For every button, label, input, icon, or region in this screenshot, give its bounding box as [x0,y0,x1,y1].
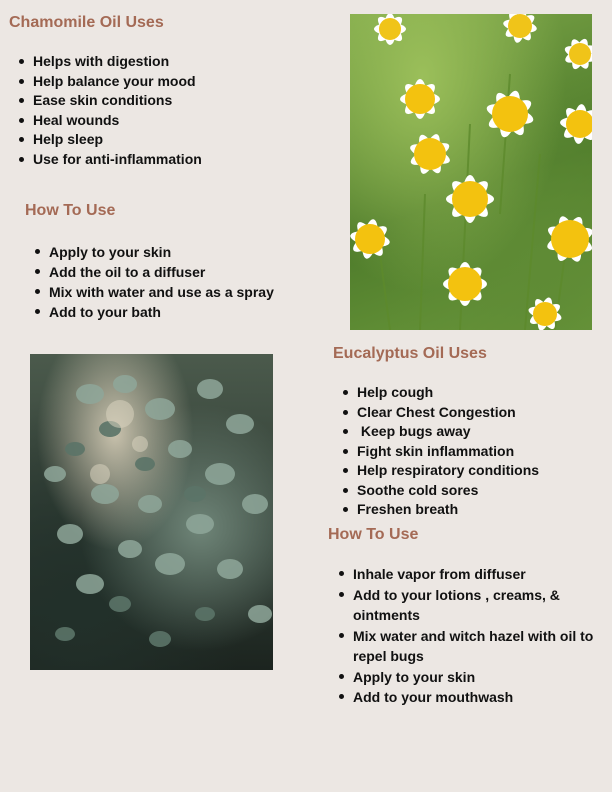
list-item: Help cough [341,383,539,403]
eucalyptus-leaves-illustration [30,354,273,670]
chamomile-how-to-list [33,242,274,322]
list-item: Helps with digestion [17,52,202,72]
list-item: Keep bugs away [341,422,539,442]
list-item: Add to your lotions , creams, & ointments [337,585,599,626]
list-item: Add to your mouthwash [337,687,599,708]
chamomile-flowers-image [350,14,592,330]
chamomile-flowers-illustration [350,14,592,330]
list-item: Inhale vapor from diffuser [337,564,599,585]
chamomile-title: Chamomile Oil Uses [9,14,164,31]
list-item: Mix with water and use as a spray [33,282,274,302]
list-item: Heal wounds [17,111,202,131]
list-item: Apply to your skin [337,667,599,688]
eucalyptus-title: Eucalyptus Oil Uses [333,345,487,362]
eucalyptus-how-to-list [337,564,599,708]
list-item: Apply to your skin [33,242,274,262]
chamomile-uses-list [17,52,202,169]
list-item: Clear Chest Congestion [341,403,539,423]
list-item: Help respiratory conditions [341,461,539,481]
eucalyptus-uses-list [341,383,539,520]
list-item: Fight skin inflammation [341,442,539,462]
list-item: Add to your bath [33,302,274,322]
list-item: Add the oil to a diffuser [33,262,274,282]
list-item: Mix water and witch hazel with oil to repel bugs [337,626,599,667]
eucalyptus-how-to-title: How To Use [328,526,419,543]
eucalyptus-leaves-image [30,354,273,670]
list-item: Help sleep [17,130,202,150]
chamomile-how-to-title: How To Use [25,202,116,219]
list-item: Freshen breath [341,500,539,520]
list-item: Help balance your mood [17,72,202,92]
list-item: Soothe cold sores [341,481,539,501]
list-item: Use for anti-inflammation [17,150,202,170]
list-item: Ease skin conditions [17,91,202,111]
